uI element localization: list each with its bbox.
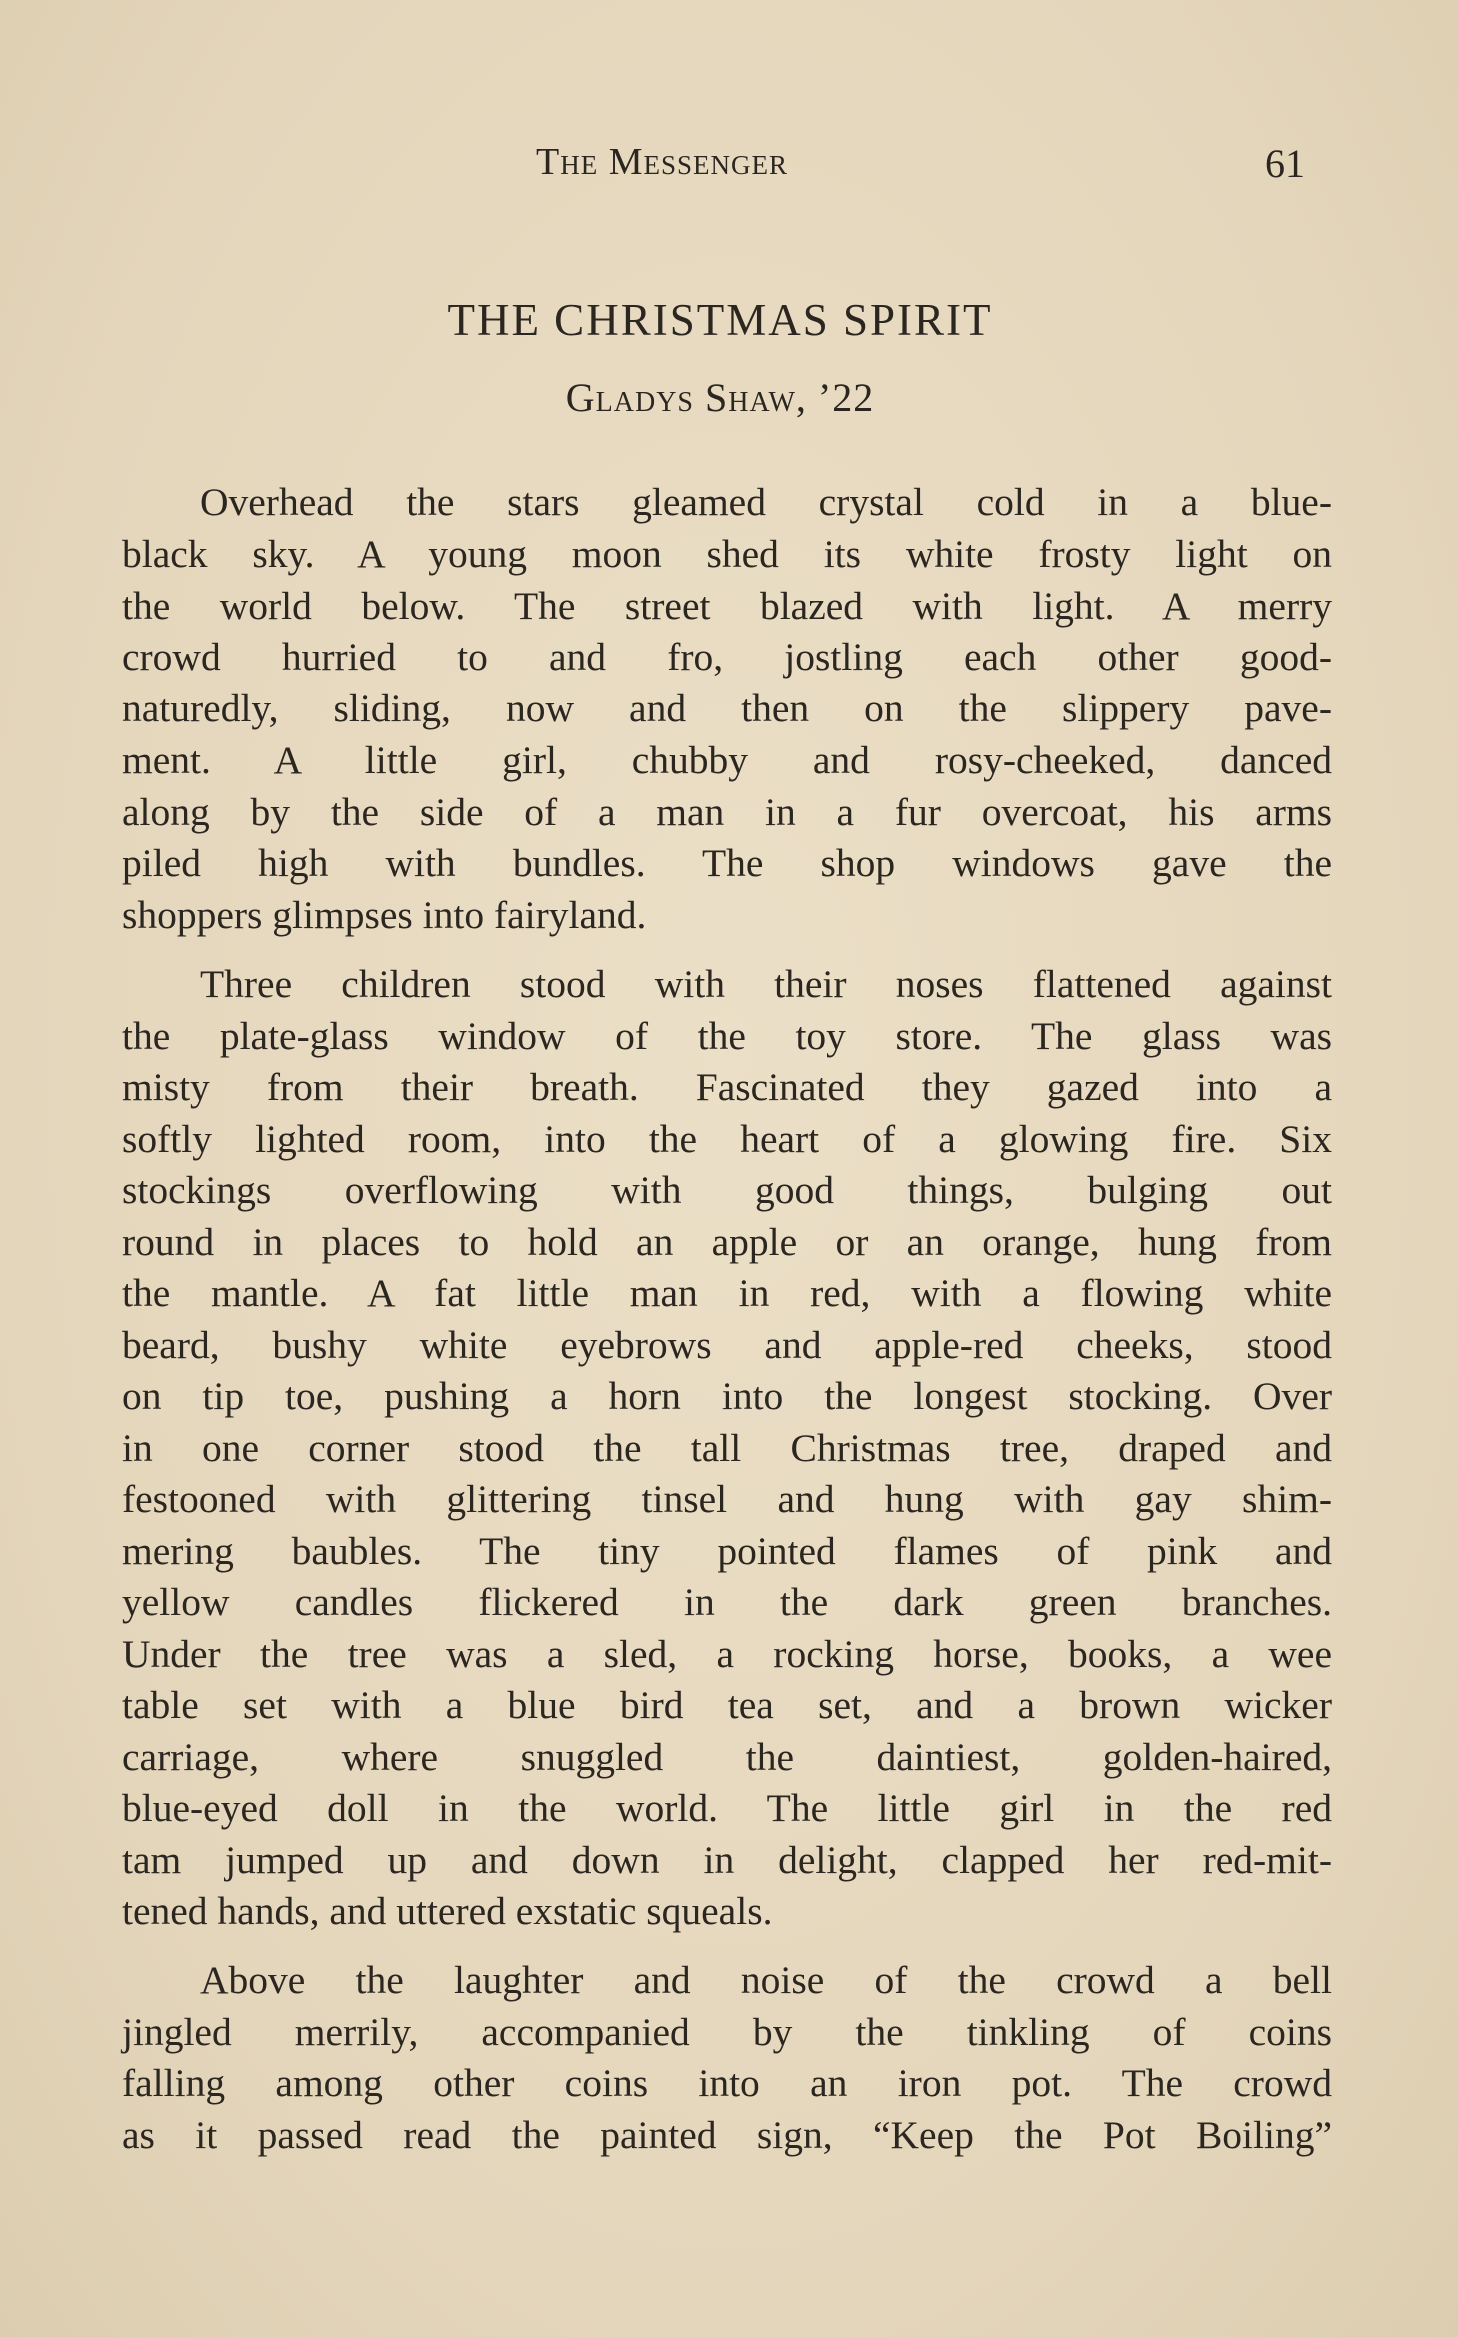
article-title: THE CHRISTMAS SPIRIT xyxy=(447,295,993,345)
text-line: misty from their breath. Fascinated they gazed into a xyxy=(122,1065,1332,1109)
text-line: the mantle. A fat little man in red, with a flowing white xyxy=(122,1271,1332,1315)
text-line: Overhead the stars gleamed crystal cold in a blue- xyxy=(200,480,1332,524)
text-line: carriage, where snuggled the daintiest, golden-haired, xyxy=(122,1735,1332,1779)
text-line: Three children stood with their noses flattened against xyxy=(200,962,1332,1006)
text-line: piled high with bundles. The shop windows gave the xyxy=(122,841,1332,885)
text-line: in one corner stood the tall Christmas tree, draped and xyxy=(122,1426,1332,1470)
text-line: as it passed read the painted sign, “Keep the Pot Boiling” xyxy=(122,2113,1332,2157)
text-line: yellow candles flickered in the dark green branches. xyxy=(122,1580,1332,1624)
text-line: festooned with glittering tinsel and hung with gay shim- xyxy=(122,1477,1332,1521)
text-line: naturedly, sliding, now and then on the slippery pave- xyxy=(122,686,1332,730)
article-author: Gladys Shaw, ’22 xyxy=(565,375,875,420)
text-line: crowd hurried to and fro, jostling each other good- xyxy=(122,635,1332,679)
text-line: tened hands, and uttered exstatic squeals. xyxy=(122,1889,773,1933)
text-line: round in places to hold an apple or an orange, hung from xyxy=(122,1220,1332,1264)
text-line: on tip toe, pushing a horn into the longest stocking. Over xyxy=(122,1374,1332,1418)
text-line: blue-eyed doll in the world. The little girl in the red xyxy=(122,1786,1332,1830)
text-line: jingled merrily, accompanied by the tinkling of coins xyxy=(122,2010,1332,2054)
text-line: shoppers glimpses into fairyland. xyxy=(122,893,647,937)
text-line: softly lighted room, into the heart of a glowing fire. Six xyxy=(122,1117,1332,1161)
text-line: black sky. A young moon shed its white frosty light on xyxy=(122,532,1332,576)
text-line: ment. A little girl, chubby and rosy-cheeked, danced xyxy=(122,738,1332,782)
text-line: the world below. The street blazed with light. A merry xyxy=(122,584,1332,628)
text-line: Above the laughter and noise of the crowd a bell xyxy=(200,1958,1332,2002)
text-line: tam jumped up and down in delight, clapped her red-mit- xyxy=(122,1838,1332,1882)
page-number: 61 xyxy=(1265,141,1305,186)
text-line: the plate-glass window of the toy store. The glass was xyxy=(122,1014,1332,1058)
running-head: The Messenger xyxy=(536,141,789,183)
text-line: beard, bushy white eyebrows and apple-red cheeks, stood xyxy=(122,1323,1332,1367)
text-line: stockings overflowing with good things, bulging out xyxy=(122,1168,1332,1212)
text-line: table set with a blue bird tea set, and a brown wicker xyxy=(122,1683,1332,1727)
text-line: along by the side of a man in a fur overcoat, his arms xyxy=(122,790,1332,834)
text-line: Under the tree was a sled, a rocking horse, books, a wee xyxy=(122,1632,1332,1676)
text-line: falling among other coins into an iron pot. The crowd xyxy=(122,2061,1332,2105)
text-line: mering baubles. The tiny pointed flames of pink and xyxy=(122,1529,1332,1573)
